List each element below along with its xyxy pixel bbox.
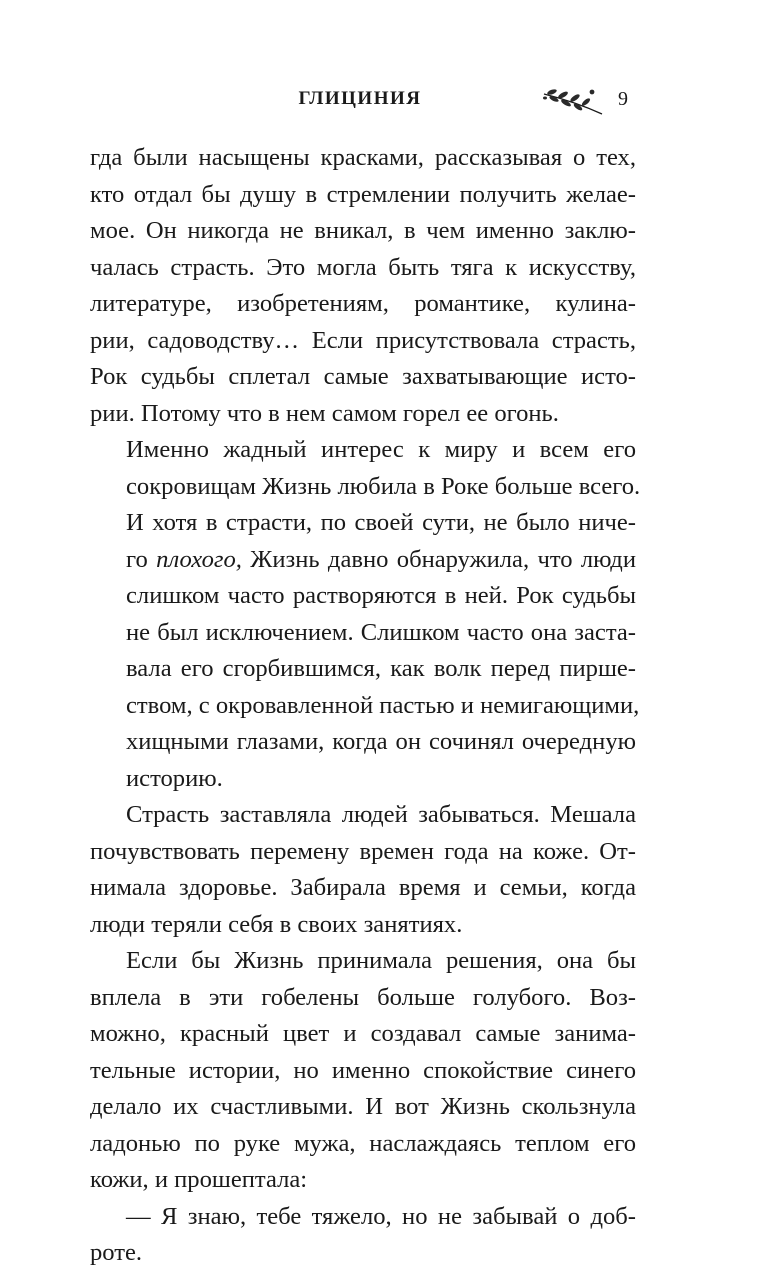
text-line: рии, садоводству… Если присутствовала страсть, xyxy=(90,326,636,354)
text-line: И хотя в страсти, по своей сути, не было ниче- xyxy=(126,509,636,536)
text-line: Именно жадный интерес к миру и всем его xyxy=(126,436,636,463)
text-line: Страсть заставляла людей забываться. Мешала xyxy=(126,801,636,828)
text-line: ством, с окровавленной пастью и немигающими, xyxy=(126,691,640,719)
text-line: не был исключением. Слишком часто она заста- xyxy=(126,618,636,646)
text-line: историю. xyxy=(126,764,223,792)
paragraph xyxy=(90,1199,636,1272)
italic-word: плохого, xyxy=(156,545,242,573)
paragraph xyxy=(90,432,641,797)
paragraph xyxy=(90,943,636,1199)
text-line: нимала здоровье. Забирала время и семьи, когда xyxy=(90,874,636,901)
text-line: Рок судьбы сплетал самые захватывающие исто- xyxy=(90,363,636,390)
page-number: 9 xyxy=(618,88,628,110)
running-title: ГЛИЦИНИЯ xyxy=(298,88,422,109)
text-line: кто отдал бы душу в стремлении получить желае- xyxy=(90,180,636,208)
text-line: — Я знаю, тебе тяжело, но не забывай о доб- xyxy=(126,1202,636,1230)
text-line xyxy=(90,542,636,579)
paragraph xyxy=(90,797,636,943)
text-line: мое. Он никогда не вникал, в чем именно заклю- xyxy=(90,217,636,244)
text-line: слишком часто растворяются в ней. Рок судьбы xyxy=(126,582,636,609)
text-line: почувствовать перемену времен года на коже. От- xyxy=(90,837,636,865)
text-line: можно, красный цвет и создавал самые занима- xyxy=(90,1020,636,1047)
leaf-sprig-icon xyxy=(540,82,606,118)
paragraph xyxy=(90,140,636,432)
text-line: люди теряли себя в своих занятиях. xyxy=(90,910,463,938)
text-line: делало их счастливыми. И вот Жизнь скользнула xyxy=(90,1093,636,1120)
text-line: вплела в эти гобелены больше голубого. Воз- xyxy=(90,983,636,1011)
text-line: роте. xyxy=(90,1239,143,1266)
text-line: тельные истории, но именно спокойствие синего xyxy=(90,1056,636,1084)
text-line: литературе, изобретениям, романтике, кулина- xyxy=(90,290,636,317)
body-text xyxy=(90,140,641,1272)
running-head xyxy=(0,88,768,118)
text-line: хищными глазами, когда он сочинял очередную xyxy=(126,728,636,755)
text-line: Если бы Жизнь принимала решения, она бы xyxy=(126,947,636,974)
text-line: кожи, и прошептала: xyxy=(90,1166,308,1193)
text-line: вала его сгорбившимся, как волк перед пирше- xyxy=(126,655,636,682)
text-line: ладонью по руке мужа, наслаждаясь теплом его xyxy=(90,1129,636,1157)
text-line: рии. Потому что в нем самом горел ее огонь. xyxy=(90,399,559,427)
text-line: чалась страсть. Это могла быть тяга к искусству, xyxy=(90,253,636,281)
text-fragment: Жизнь давно обнаружила, что люди xyxy=(241,545,636,573)
text-line: сокровищам Жизнь любила в Роке больше всего. xyxy=(126,472,641,500)
text-fragment: го xyxy=(126,545,148,573)
text-line: гда были насыщены красками, рассказывая о тех, xyxy=(90,144,636,171)
